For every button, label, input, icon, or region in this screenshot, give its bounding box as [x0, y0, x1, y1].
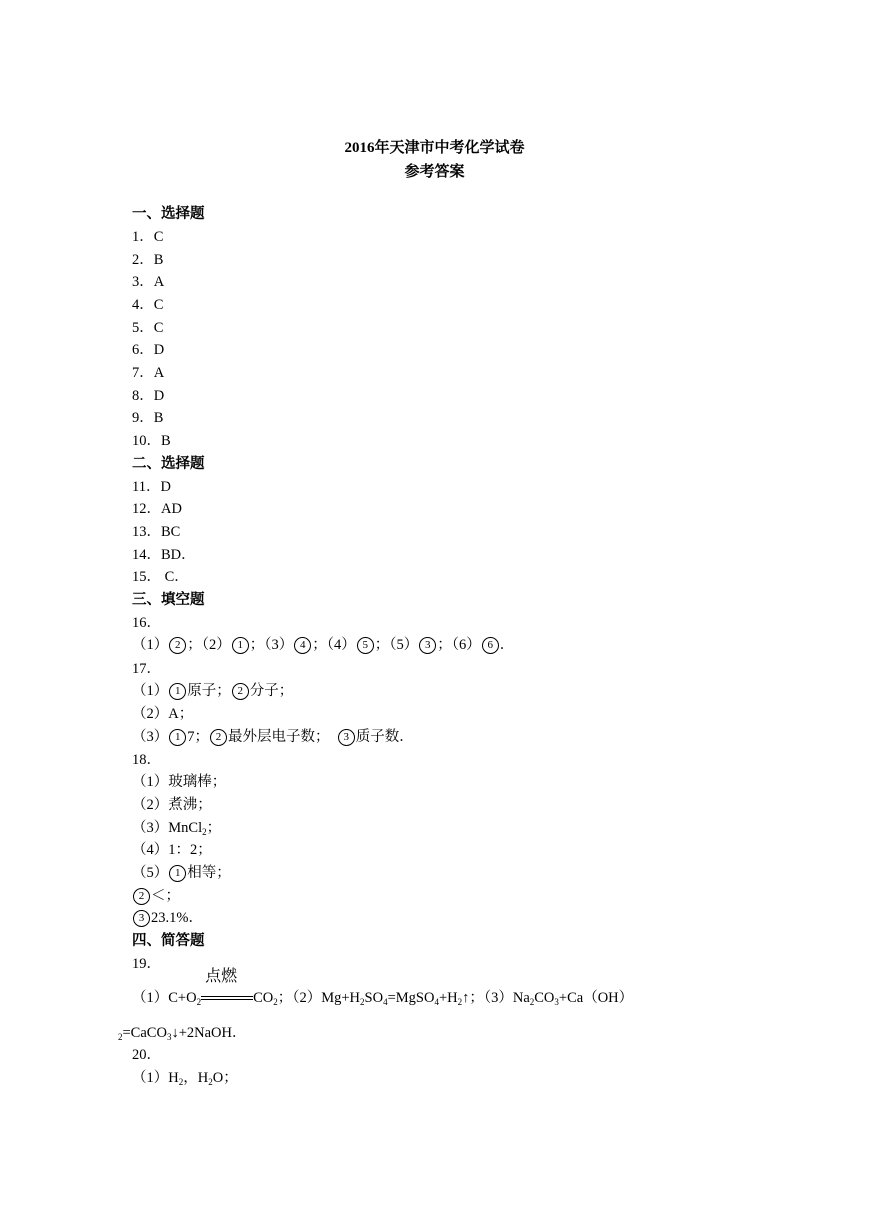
- equation-line: $_2$=CaCO$_3$↓+2NaOH．: [118, 1025, 247, 1042]
- answer-item: 11．D: [132, 479, 171, 495]
- answer-line: （1）玻璃棒；: [132, 774, 227, 790]
- answer-item: 2．B: [132, 252, 164, 268]
- page-title: 2016年天津市中考化学试卷: [344, 140, 525, 156]
- question-number: 19．: [132, 956, 161, 972]
- answer-item: 4．C: [132, 297, 164, 313]
- section-heading-3: 三、填空题: [132, 592, 205, 608]
- answer-item: 14．BD．: [132, 547, 196, 563]
- answer-item: 9．B: [132, 410, 164, 426]
- question-number: 16．: [132, 615, 161, 631]
- answer-line: （5） 1 相等；: [132, 865, 231, 881]
- answer-item: 7．A: [132, 365, 165, 381]
- question-number: 17．: [132, 661, 161, 677]
- equation-line: $(1)C+O_2$ 点燃 $CO_2$；$(2)Mg+H_2SO_4=MgSO_4+H_2↑$；$(3)Na_2CO_3+Ca(OH)$: [132, 966, 634, 1007]
- answer-line: （3）MnCl$_2$；: [132, 820, 222, 837]
- page-subtitle: 参考答案: [404, 164, 465, 180]
- section-heading-1: 一、选择题: [132, 206, 205, 222]
- reaction-condition: 点燃: [201, 988, 253, 1008]
- answer-item: 15． C．: [132, 569, 189, 585]
- answer-item: 12．AD: [132, 501, 182, 517]
- answer-item: 5．C: [132, 320, 164, 336]
- section-heading-4: 四、简答题: [132, 933, 205, 949]
- answer-line: $(1)H_2$，$H_2O$；: [132, 1070, 238, 1087]
- answer-item: 13．BC: [132, 524, 181, 540]
- answer-line: （2）A；: [132, 706, 194, 722]
- answer-line: （1） 2 ；（2） 1 ；（3） 4 ；（4） 5 ；（5） 3 ；（6） 6 ．: [132, 637, 515, 653]
- answer-item: 1．C: [132, 229, 164, 245]
- answer-item: 3．A: [132, 274, 165, 290]
- question-number: 18．: [132, 752, 161, 768]
- question-number: 20．: [132, 1047, 161, 1063]
- answer-item: 10．B: [132, 433, 171, 449]
- section-heading-2: 二、选择题: [132, 456, 205, 472]
- answer-line: 3 23.1%．: [132, 908, 203, 928]
- answer-line: （4）1：2；: [132, 842, 212, 858]
- answer-item: 8．D: [132, 388, 165, 404]
- answer-item: 6．D: [132, 342, 165, 358]
- answer-line: （1） 1 原子； 2 分子；: [132, 683, 294, 699]
- answer-line: 2 ＜；: [132, 886, 180, 906]
- answer-line: （2）煮沸；: [132, 797, 212, 813]
- answer-line: （3） 1 7； 2 最外层电子数； 3 质子数．: [132, 729, 414, 745]
